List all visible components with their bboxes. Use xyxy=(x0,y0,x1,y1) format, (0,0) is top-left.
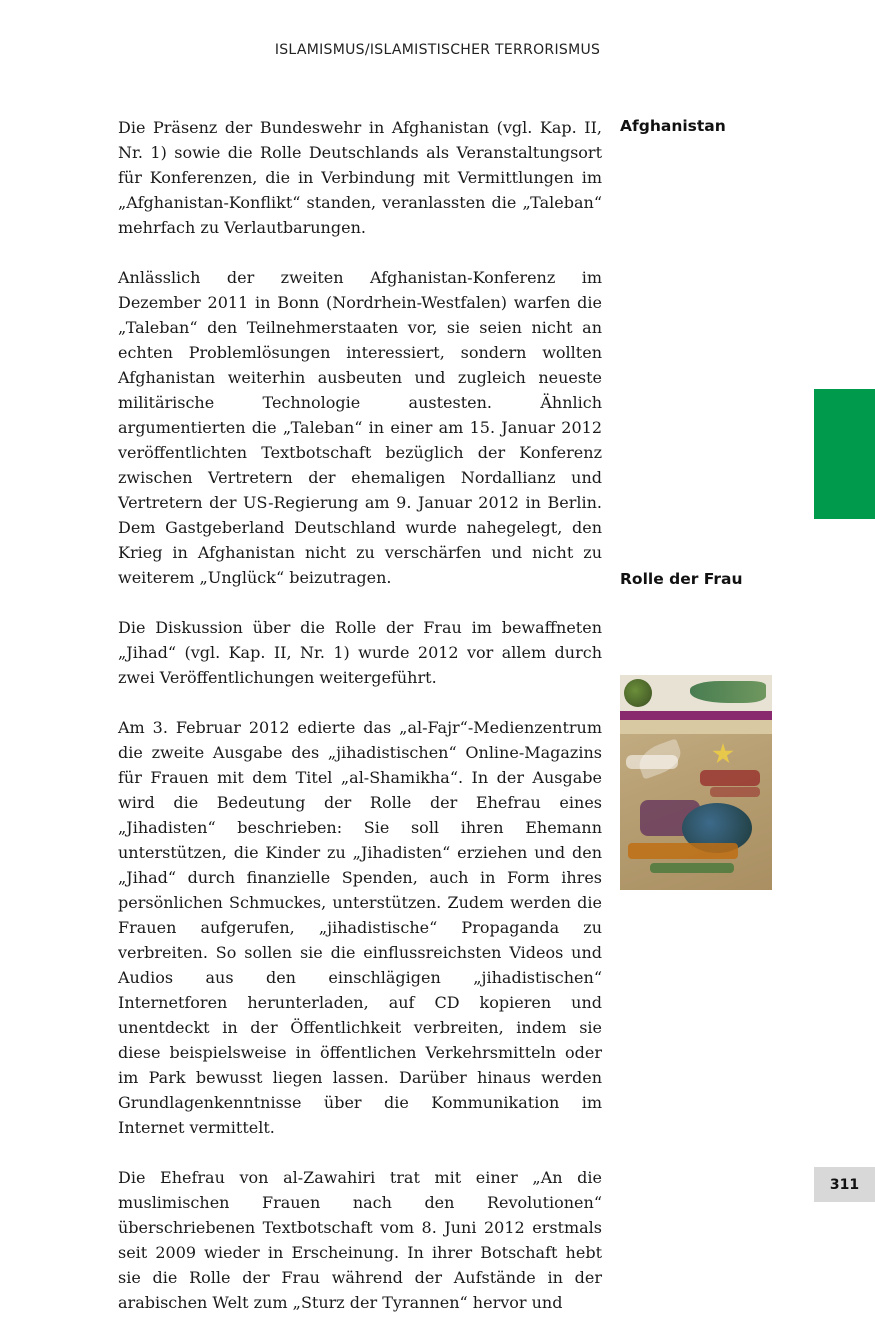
main-column xyxy=(118,115,602,1340)
cover-purple-band xyxy=(620,711,772,720)
cover-emblem-icon xyxy=(624,679,652,707)
cover-text-block xyxy=(710,787,760,797)
cover-text-block xyxy=(650,863,734,873)
page-number: 311 xyxy=(814,1167,875,1202)
paragraph-frau-3: Die Ehefrau von al-Zawahiri trat mit einer „An die muslimischen Frauen nach den Revolutionen“ überschriebenen Textbotschaft vom 8. Juni 2012 erstmals seit 2009 wieder in Erscheinung. In ihrer Botschaft hebt sie die Rolle der Frau während der Aufstände in der arabischen Welt zum „Sturz der Tyrannen“ hervor und xyxy=(118,1168,602,1312)
paragraph-afghanistan-2: Anlässlich der zweiten Afghanistan-Konferenz im Dezember 2011 in Bonn (Nordrhein-Westfalen) warfen die „Taleban“ den Teilnehmerstaaten vor, sie seien nicht an echten Problemlösungen interessiert, sondern wollten Afghanistan weiterhin ausbeuten und zugleich neueste militärische Technologie austesten. Ähnlich argumentierten die „Taleban“ in einer am 15. Januar 2012 veröffentlichten Textbotschaft bezüglich der Konferenz zwischen Vertretern der ehemaligen Nordallianz und Vertretern der US-Regierung am 9. Januar 2012 in Berlin. Dem Gastgeberland Deutschland wurde nahegelegt, den Krieg in Afghanistan nicht zu verschärfen und nicht zu weiterem „Unglück“ beizutragen. xyxy=(118,268,602,587)
cover-title-calligraphy xyxy=(690,681,766,703)
cover-text-block xyxy=(626,755,678,769)
paragraph-afghanistan-1: Die Präsenz der Bundeswehr in Afghanistan (vgl. Kap. II, Nr. 1) sowie die Rolle Deutschlands als Veranstaltungsort für Konferenzen, die in Verbindung mit Vermittlungen im „Afghanistan-Konflikt“ standen, veranlassten die „Taleban“ mehrfach zu Verlautbarungen. xyxy=(118,118,602,237)
margin-heading-rolle-der-frau: Rolle der Frau xyxy=(620,570,743,588)
paragraph-frau-2: Am 3. Februar 2012 edierte das „al-Fajr“-Medienzentrum die zweite Ausgabe des „jihadistischen“ Online-Magazins für Frauen mit dem Titel „al-Shamikha“. In der Ausgabe wird die Bedeutung der Rolle der Ehefrau eines „Jihadisten“ beschrieben: Sie soll ihren Ehemann unterstützen, die Kinder zu „Jihadisten“ erziehen und den „Jihad“ durch finanzielle Spenden, auch in Form ihres persönlichen Schmuckes, unterstützen. Zudem werden die Frauen aufgerufen, „jihadistische“ Propaganda zu verbreiten. So sollen sie die einflussreichsten Videos und Audios aus den einschlägigen „jihadistischen“ Internetforen herunterladen, auf CD kopieren und unentdeckt in der Öffentlichkeit verbreiten, indem sie diese beispielsweise in öffentlichen Verkehrsmitteln oder im Park bewusst liegen lassen. Darüber hinaus werden Grundlagenkenntnisse über die Kommunikation im Internet vermittelt. xyxy=(118,718,602,1137)
paragraph-frau-1: Die Diskussion über die Rolle der Frau im bewaffneten „Jihad“ (vgl. Kap. II, Nr. 1) wurde 2012 vor allem durch zwei Veröffentlichungen weitergeführt. xyxy=(118,618,602,687)
margin-heading-afghanistan: Afghanistan xyxy=(620,117,726,135)
section-color-tab xyxy=(814,389,875,519)
magazine-cover-image xyxy=(620,675,772,890)
cover-text-block xyxy=(700,770,760,786)
running-head: ISLAMISMUS/ISLAMISTISCHER TERRORISMUS xyxy=(274,42,601,58)
cover-text-block xyxy=(628,843,738,859)
cover-star-ornament xyxy=(712,743,734,765)
cover-strip xyxy=(620,720,772,734)
